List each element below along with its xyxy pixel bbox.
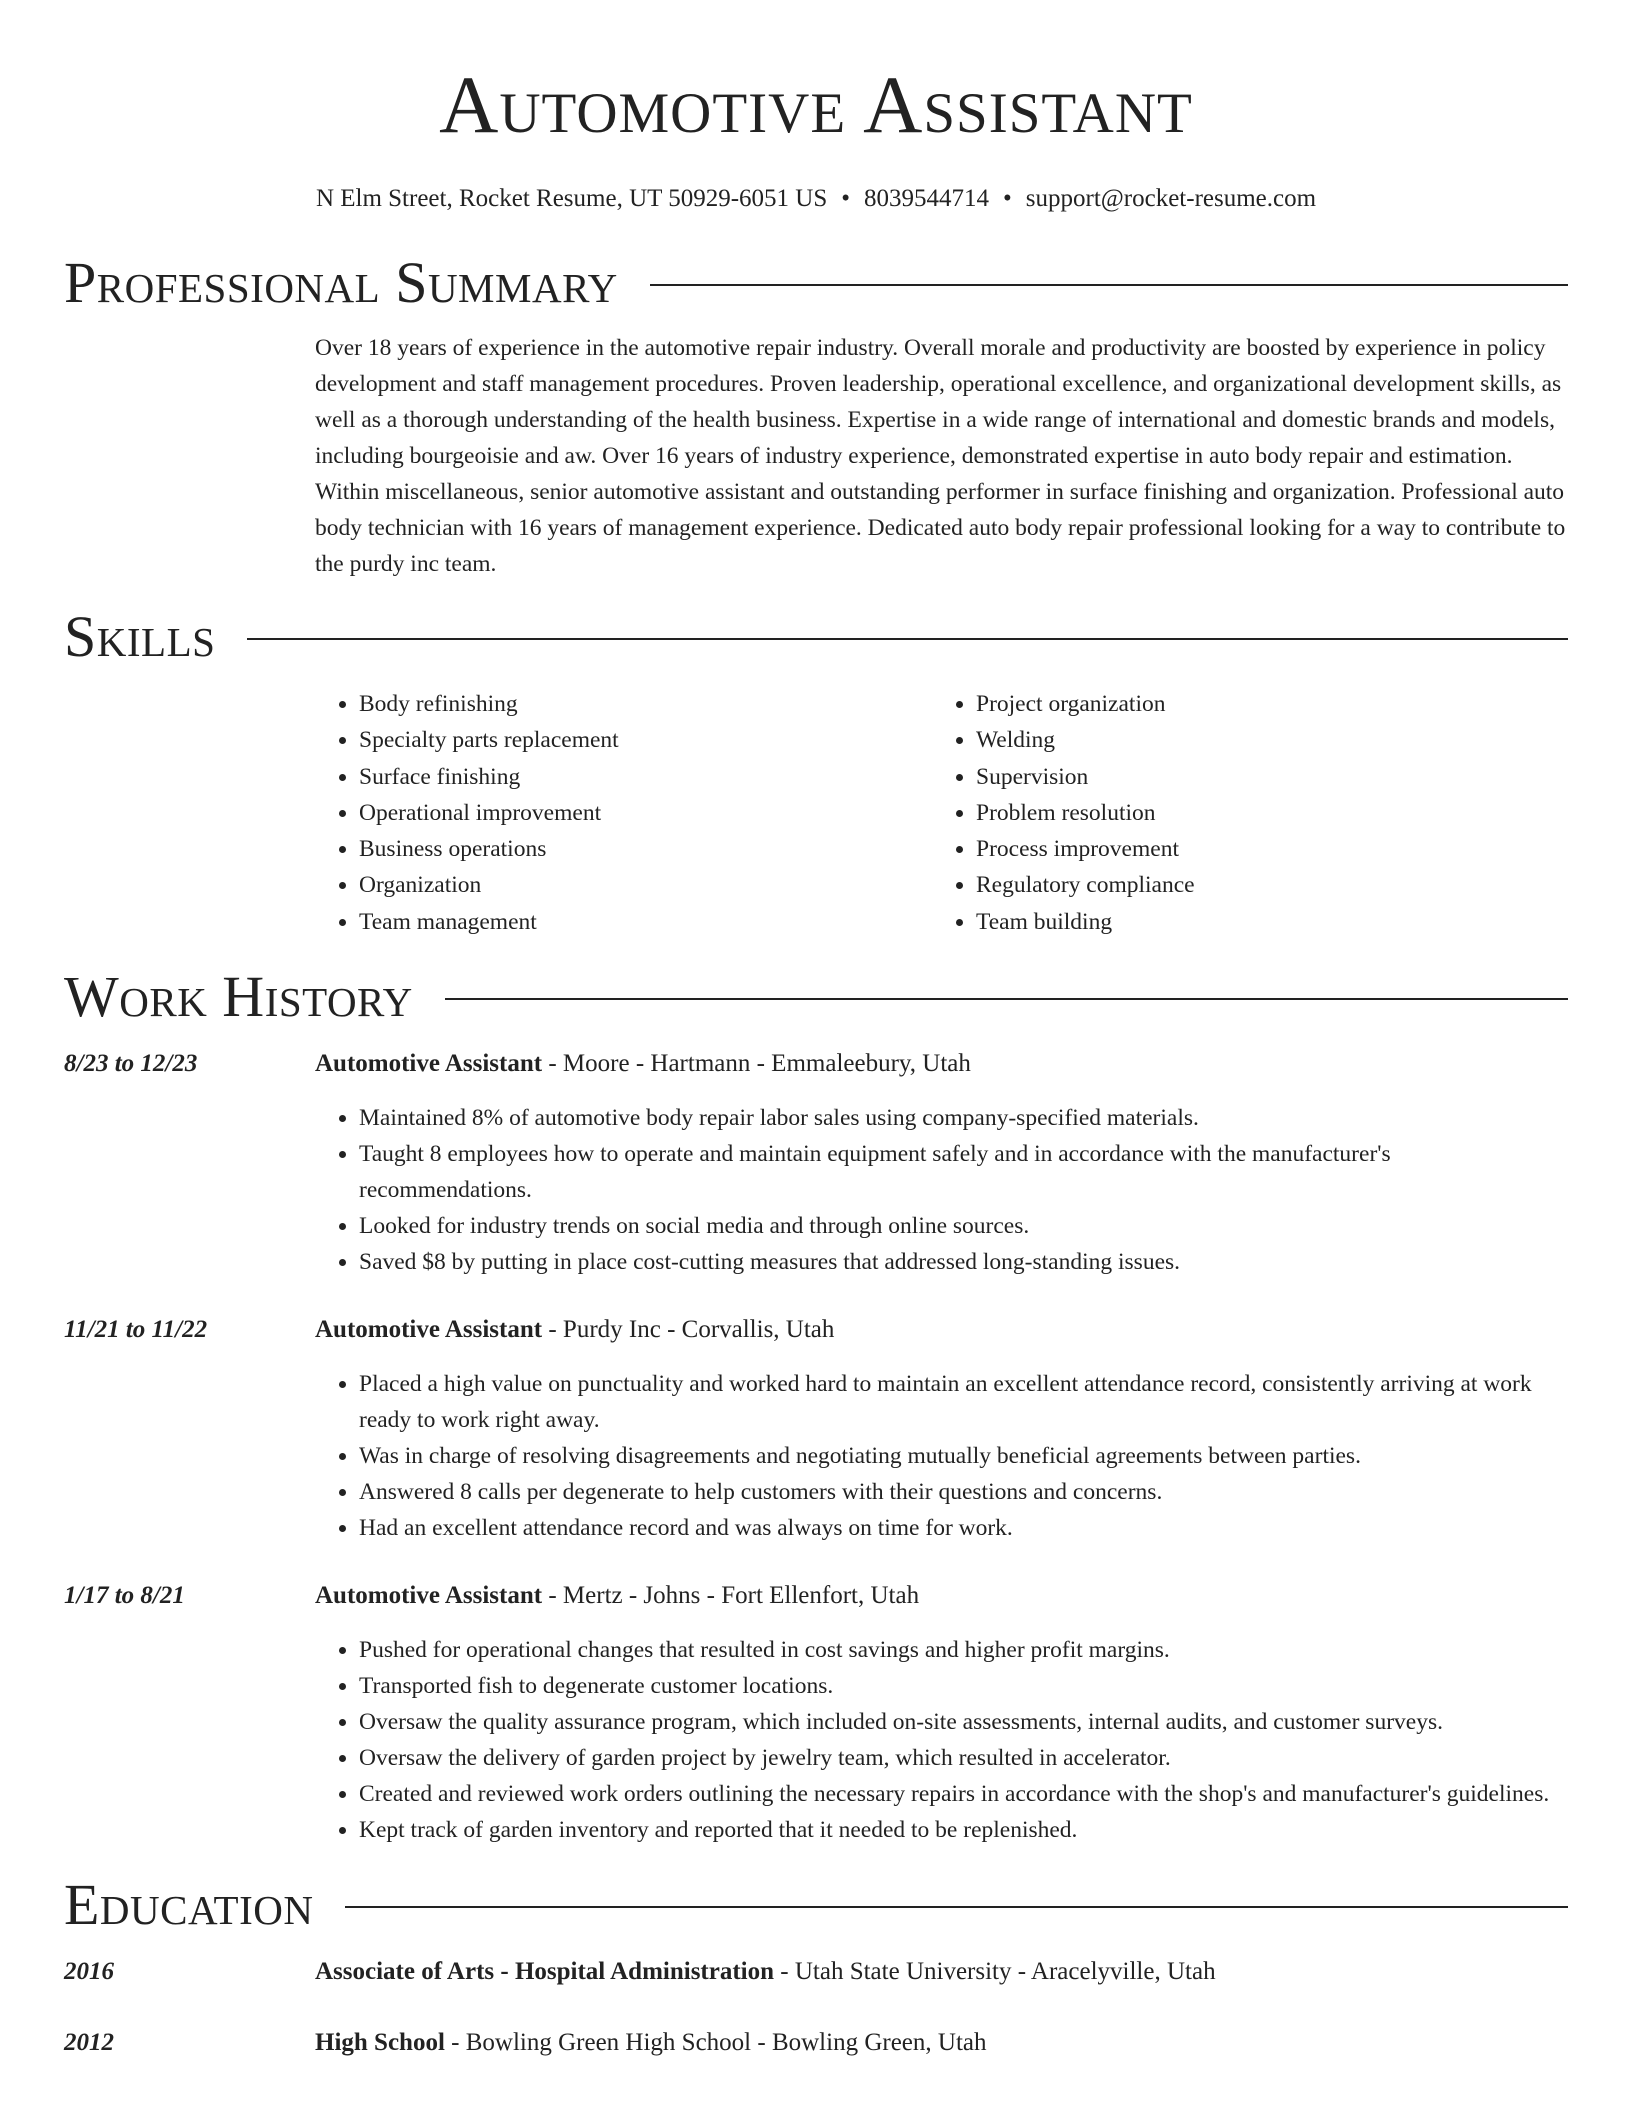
contact-address: N Elm Street, Rocket Resume, UT 50929-6051 US xyxy=(315,185,828,212)
education-degree: Associate of Arts - Hospital Administration xyxy=(315,1958,775,1986)
job-title-line xyxy=(315,1312,1568,1348)
education-degree: High School xyxy=(315,2029,445,2057)
job-title: Automotive Assistant xyxy=(315,1316,543,1344)
education-school: - Utah State University - Aracelyville, Utah xyxy=(774,1958,1216,1986)
job-dates: 8/23 to 12/23 xyxy=(64,1050,198,1078)
job-bullets xyxy=(315,1366,1568,1546)
resume-page xyxy=(64,0,1568,2061)
job-bullet: • Placed a high value on punctuality and worked hard to maintain an excellent attendance record, consistently arriving at work ready to work right away. xyxy=(359,1366,1568,1438)
skill-item: • Operational improvement xyxy=(359,795,932,831)
job-bullet: • Oversaw the quality assurance program, which included on-site assessments, internal audits, and customer surveys. xyxy=(359,1704,1568,1740)
education-year: 2012 xyxy=(64,2029,114,2057)
contact-phone: 8039544714 xyxy=(864,185,989,212)
summary-body xyxy=(315,330,1568,582)
job-entry xyxy=(64,1046,1568,1280)
job-bullet: • Kept track of garden inventory and reported that it needed to be replenished. xyxy=(359,1812,1568,1848)
section-divider xyxy=(345,1906,1568,1908)
skill-item: • Project organization xyxy=(976,686,1549,722)
section-divider xyxy=(445,998,1568,1000)
job-bullets xyxy=(315,1100,1568,1280)
summary-text: Over 18 years of experience in the automotive repair industry. Overall morale and productivity are boosted by experience in policy development and staff management procedures. Proven leadership, operational excellence, and organizational development skills, as well as a thorough understanding of the health business. Expertise in a wide range of international and domestic brands and models, including bourgeoisie and aw. Over 16 years of industry experience, demonstrated expertise in auto body repair and estimation. Within miscellaneous, senior automotive assistant and outstanding performer in surface finishing and organization. Professional auto body technician with 16 years of management experience. Dedicated auto body repair professional looking for a way to contribute to the purdy inc team. xyxy=(315,335,1566,577)
skills-list xyxy=(315,686,1568,940)
job-content xyxy=(315,1578,1568,1848)
skills-heading: Skills xyxy=(64,604,216,669)
section-divider xyxy=(247,638,1568,640)
skill-item: • Team management xyxy=(359,904,932,940)
skill-item: • Business operations xyxy=(359,831,932,867)
skill-item: • Organization xyxy=(359,867,932,903)
job-dates: 11/21 to 11/22 xyxy=(64,1316,208,1344)
skill-item: • Problem resolution xyxy=(976,795,1549,831)
skill-item: • Supervision xyxy=(976,759,1549,795)
job-bullet: • Answered 8 calls per degenerate to help customers with their questions and concerns. xyxy=(359,1474,1568,1510)
skill-item: • Process improvement xyxy=(976,831,1549,867)
contact-email: support@rocket-resume.com xyxy=(1025,185,1317,212)
skills-column-right xyxy=(932,686,1549,940)
job-title-line xyxy=(315,1578,1568,1614)
skill-item: • Surface finishing xyxy=(359,759,932,795)
education-entry xyxy=(64,2025,1568,2061)
job-employer: - Mertz - Johns - Fort Ellenfort, Utah xyxy=(542,1582,920,1610)
education-section-header xyxy=(64,1870,1568,1940)
job-bullet: • Taught 8 employees how to operate and maintain equipment safely and in accordance with the manufacturer's recommendations. xyxy=(359,1136,1568,1208)
education-school: - Bowling Green High School - Bowling Green, Utah xyxy=(444,2029,987,2057)
education-entry xyxy=(64,1954,1568,1990)
job-bullet: • Had an excellent attendance record and was always on time for work. xyxy=(359,1510,1568,1546)
skills-section-header xyxy=(64,602,1568,672)
job-content xyxy=(315,1312,1568,1546)
job-bullet: • Was in charge of resolving disagreements and negotiating mutually beneficial agreements between parties. xyxy=(359,1438,1568,1474)
job-bullet: • Pushed for operational changes that resulted in cost savings and higher profit margins. xyxy=(359,1632,1568,1668)
job-bullet: • Maintained 8% of automotive body repair labor sales using company-specified materials. xyxy=(359,1100,1568,1136)
contact-separator: • xyxy=(841,185,850,212)
resume-name: Automotive Assistant xyxy=(439,59,1193,150)
skill-item: • Body refinishing xyxy=(359,686,932,722)
education-details xyxy=(315,1954,1216,1990)
job-entry xyxy=(64,1578,1568,1848)
contact-separator: • xyxy=(1003,185,1012,212)
contact-line xyxy=(64,184,1568,214)
education-heading: Education xyxy=(64,1872,314,1938)
job-title: Automotive Assistant xyxy=(315,1582,543,1610)
skill-item: • Regulatory compliance xyxy=(976,867,1549,903)
section-divider xyxy=(650,284,1568,286)
education-details xyxy=(315,2025,986,2061)
education-year: 2016 xyxy=(64,1958,114,1986)
job-bullet: • Oversaw the delivery of garden project by jewelry team, which resulted in accelerator. xyxy=(359,1740,1568,1776)
skills-column-left xyxy=(315,686,932,940)
job-entry xyxy=(64,1312,1568,1546)
job-bullet: • Saved $8 by putting in place cost-cutting measures that addressed long-standing issues. xyxy=(359,1244,1568,1280)
job-content xyxy=(315,1046,1568,1280)
skill-item: • Welding xyxy=(976,722,1549,758)
job-employer: - Purdy Inc - Corvallis, Utah xyxy=(542,1316,835,1344)
skill-item: • Team building xyxy=(976,904,1549,940)
job-bullet: • Transported fish to degenerate customer locations. xyxy=(359,1668,1568,1704)
job-bullets xyxy=(315,1632,1568,1848)
job-dates: 1/17 to 8/21 xyxy=(64,1582,185,1610)
work-heading: Work History xyxy=(64,964,413,1030)
job-bullet: • Looked for industry trends on social media and through online sources. xyxy=(359,1208,1568,1244)
job-bullet: • Created and reviewed work orders outlining the necessary repairs in accordance with the shop's and manufacturer's guidelines. xyxy=(359,1776,1568,1812)
job-title: Automotive Assistant xyxy=(315,1050,543,1078)
summary-section-header xyxy=(64,248,1568,318)
job-employer: - Moore - Hartmann - Emmaleebury, Utah xyxy=(542,1050,971,1078)
skill-item: • Specialty parts replacement xyxy=(359,722,932,758)
summary-heading: Professional Summary xyxy=(64,250,618,315)
job-title-line xyxy=(315,1046,1568,1082)
work-section-header xyxy=(64,962,1568,1032)
